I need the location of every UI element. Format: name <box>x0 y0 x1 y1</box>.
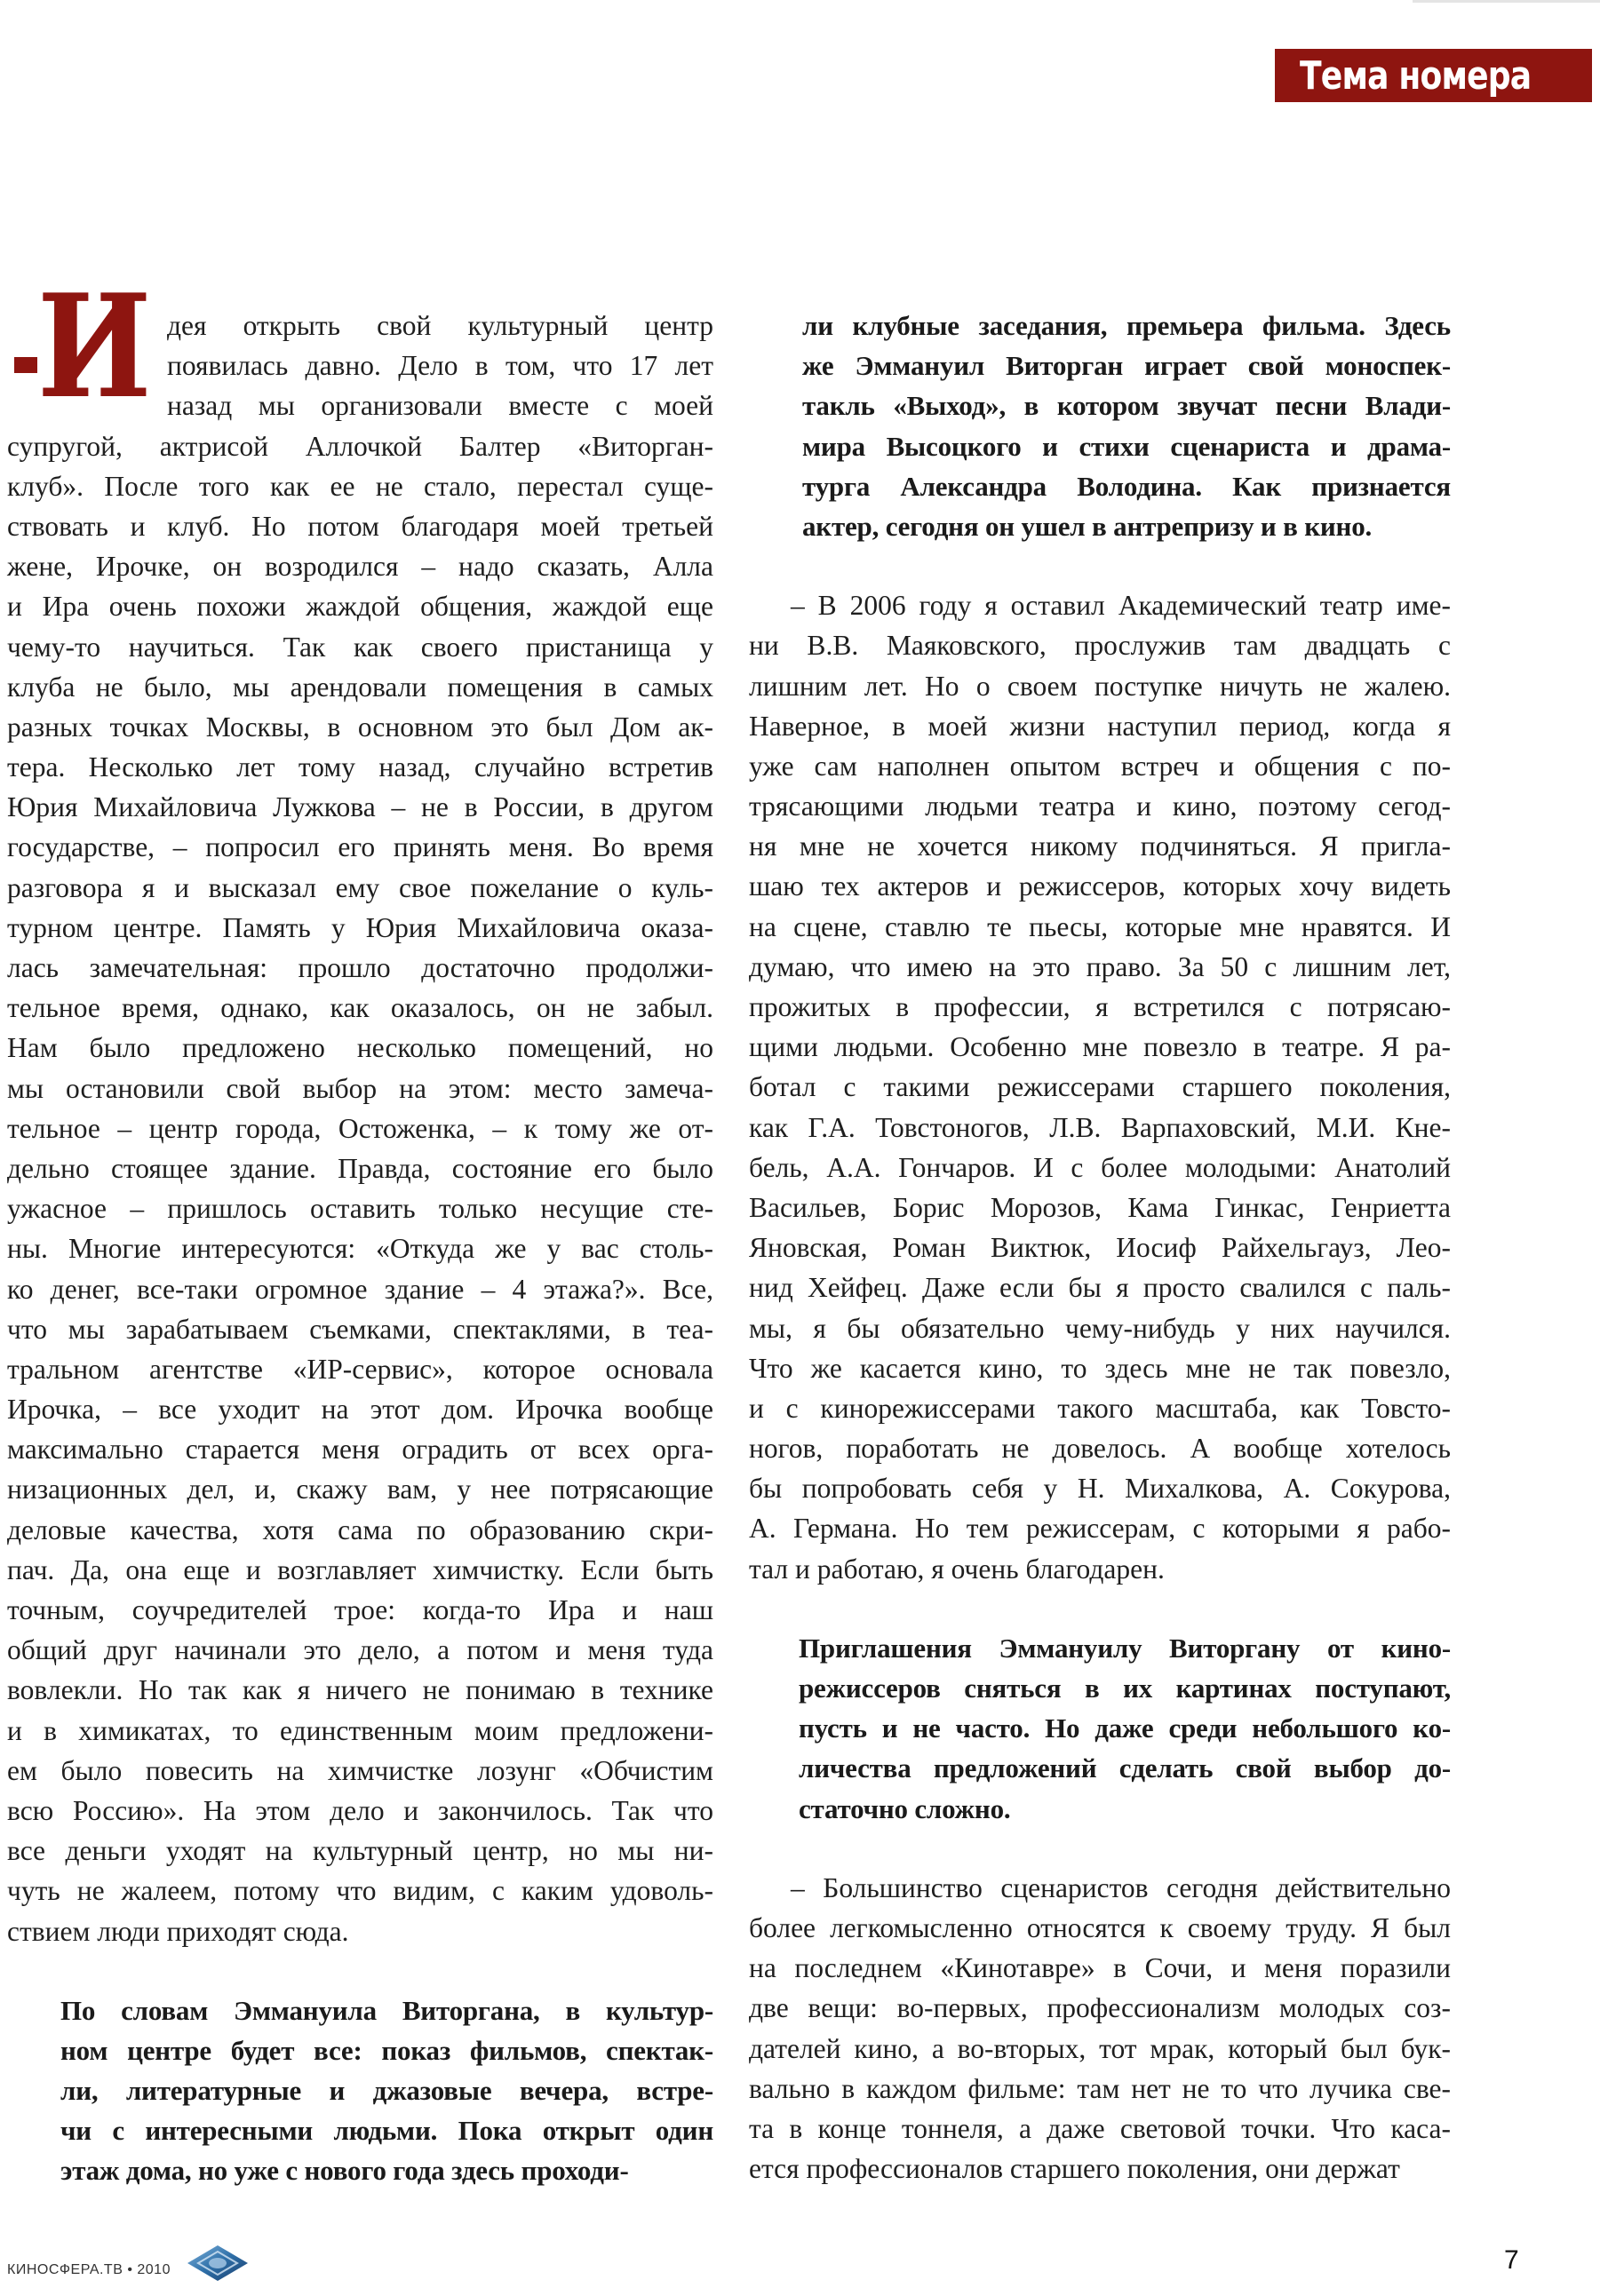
text-line: тера. Несколько лет тому назад, случайно встретив <box>7 751 713 783</box>
text-line: деловые качества, хотя сама по образованию скри- <box>7 1513 713 1545</box>
text-line: низационных дел, и, скажу вам, у нее потрясающие <box>7 1474 713 1506</box>
paragraph-2 <box>749 585 1451 1589</box>
text-line: же Эммануил Виторган играет свой моноспек- <box>802 350 1451 382</box>
text-line: – Большинство сценаристов сегодня действительно <box>791 1871 1451 1903</box>
text-line: прожитых в профессии, я встретился с потрясаю- <box>749 991 1451 1022</box>
text-line: и в химикатах, то единственным моим предложени- <box>7 1714 713 1746</box>
text-line: ем было повесить на химчистке лозунг «Обчистим <box>7 1754 713 1786</box>
text-line: на сцене, ставлю те пьесы, которые мне нравятся. И <box>749 910 1451 942</box>
text-line: чему-то научиться. Так как своего пристанища у <box>7 631 713 663</box>
text-line: По словам Эммануила Виторгана, в культур- <box>60 1994 713 2026</box>
text-line: тельное – центр города, Остоженка, – к тому же от- <box>7 1112 713 1144</box>
text-line: Ирочка, – все уходит на этот дом. Ирочка вообще <box>7 1394 713 1426</box>
text-line: на последнем «Кинотавре» в Сочи, и меня поразили <box>749 1952 1451 1984</box>
text-line: Что же касается кино, то здесь мне не так повезло, <box>749 1352 1451 1384</box>
right-column <box>749 306 1451 2189</box>
page-number: 7 <box>1504 2245 1519 2275</box>
publication-name: КИНОСФЕРА.ТВ • 2010 <box>7 2262 171 2277</box>
dropcap <box>14 263 152 430</box>
text-line: статочно сложно. <box>799 1792 1011 1824</box>
text-line: разговора я и высказал ему свое пожелание о куль- <box>7 871 713 903</box>
text-line: уже сам наполнен опытом встреч и общения с по- <box>749 750 1451 782</box>
text-line: все деньги уходят на культурный центр, но мы ни- <box>7 1835 713 1867</box>
text-line: вально в каждом фильме: там нет не то что лучика све- <box>749 2072 1451 2104</box>
text-line: чуть не жалеем, потому что видим, с каким удоволь- <box>7 1875 713 1907</box>
section-tag <box>1275 49 1592 102</box>
text-line: актер, сегодня он ушел в антрепризу и в кино. <box>802 510 1373 542</box>
text-line: пусть и не часто. Но даже среди небольшого ко- <box>799 1712 1451 1744</box>
text-line: ли, литературные и джазовые вечера, встре- <box>60 2075 713 2107</box>
text-line: мы остановили свой выбор на этом: место замеча- <box>7 1072 713 1104</box>
text-line: Васильев, Борис Морозов, Кама Гинкас, Генриетта <box>749 1191 1451 1223</box>
text-line: трясающими людьми театра и кино, поэтому сегод- <box>749 790 1451 822</box>
text-line: две вещи: во-первых, профессионализм молодых соз- <box>749 1992 1451 2024</box>
text-line: шаю тех актеров и режиссеров, которых хочу видеть <box>749 870 1451 902</box>
lead-paragraph-left <box>7 1990 713 2191</box>
text-line: ли клубные заседания, премьера фильма. Здесь <box>802 310 1451 341</box>
text-line: турном центре. Память у Юрия Михайловича оказа- <box>7 911 713 943</box>
text-line: Яновская, Роман Виктюк, Иосиф Райхельгауз, Лео- <box>749 1232 1451 1264</box>
text-line: жене, Ирочке, он возродился – надо сказать, Алла <box>7 551 713 583</box>
text-line: ствием люди приходят сюда. <box>7 1915 349 1947</box>
text-line: всю Россию». На этом дело и закончилось. Так что <box>7 1794 713 1826</box>
text-line: более легкомысленно относятся к своему труду. Я был <box>749 1911 1451 1943</box>
text-line: как Г.А. Товстоногов, Л.В. Варпаховский, М.И. Кне- <box>749 1111 1451 1143</box>
text-line: Наверное, в моей жизни наступил период, когда я <box>749 710 1451 742</box>
text-line: турга Александра Володина. Как признается <box>802 470 1451 502</box>
text-line: супругой, актрисой Аллочкой Балтер «Виторган- <box>7 430 713 462</box>
text-line: ны. Многие интересуются: «Откуда же у вас столь- <box>7 1233 713 1265</box>
text-line: появилась давно. Дело в том, что 17 лет <box>167 350 713 382</box>
text-line: ни В.В. Маяковского, прослужив там двадцать с <box>749 630 1451 662</box>
section-tag-label: Тема номера <box>1300 52 1532 99</box>
text-line: бель, А.А. Гончаров. И с более молодыми: Анатолий <box>749 1151 1451 1183</box>
paragraph-3 <box>749 1868 1451 2189</box>
dropcap-dash <box>14 357 37 373</box>
text-line: та в конце тоннеля, а даже световой точки. Что каса- <box>749 2112 1451 2144</box>
text-line: дельно стоящее здание. Правда, состояние его было <box>7 1152 713 1184</box>
text-line: личества предложений сделать свой выбор до- <box>799 1752 1451 1784</box>
text-line: пач. Да, она еще и возглавляет химчистку. Если быть <box>7 1553 713 1585</box>
text-line: ногов, поработать не довелось. А вообще хотелось <box>749 1433 1451 1465</box>
text-line: ствовать и клуб. Но потом благодаря моей третьей <box>7 510 713 542</box>
text-line: ется профессионалов старшего поколения, они держат <box>749 2153 1400 2185</box>
text-line: клуб». После того как ее не стало, перестал суще- <box>7 470 713 502</box>
text-line: лишним лет. Но о своем поступке ничуть не жалею. <box>749 670 1451 702</box>
text-line: ко денег, все-таки огромное здание – 4 этажа?». Все, <box>7 1273 713 1305</box>
text-line: А. Германа. Но тем режиссерам, с которыми я рабо- <box>749 1513 1451 1545</box>
text-line: мира Высоцкого и стихи сценариста и драма- <box>802 430 1451 462</box>
text-line: тал и работаю, я очень благодарен. <box>749 1553 1165 1585</box>
text-line: дателей кино, а во-вторых, тот мрак, который был бук- <box>749 2032 1451 2064</box>
text-line: ном центре будет все: показ фильмов, спектак- <box>60 2034 713 2066</box>
text-line: тельное время, однако, как оказалось, он не забыл. <box>7 992 713 1024</box>
text-line: ужасное – пришлось оставить только несущие сте- <box>7 1193 713 1225</box>
text-line: Юрия Михайловича Лужкова – не в России, в другом <box>7 791 713 823</box>
text-line: ня мне не хочется никому подчиняться. Я пригла- <box>749 830 1451 862</box>
text-line: – В 2006 году я оставил Академический театр име- <box>791 590 1451 622</box>
text-line: клуба не было, мы арендовали помещения в самых <box>7 671 713 703</box>
dropcap-letter: И <box>37 263 152 430</box>
text-line: чи с интересными людьми. Пока открыт один <box>60 2115 713 2147</box>
text-line: такль «Выход», в котором звучат песни Влади- <box>802 390 1451 422</box>
text-line: назад мы организовали вместе с моей <box>167 390 713 422</box>
text-line: щими людьми. Особенно мне повезло в театре. Я ра- <box>749 1031 1451 1063</box>
text-line: государстве, – попросил его принять меня. Во время <box>7 831 713 863</box>
text-line: режиссеров сняться в их картинах поступают, <box>799 1672 1451 1704</box>
text-line: нид Хейфец. Даже если бы я просто свалился с паль- <box>749 1272 1451 1304</box>
opening-paragraph <box>7 263 713 1951</box>
text-line: лась замечательная: прошло достаточно продолжи- <box>7 952 713 983</box>
text-line: вовлекли. Но так как я ничего не понимаю в технике <box>7 1674 713 1706</box>
text-line: что мы зарабатываем съемками, спектаклями, в теа- <box>7 1313 713 1345</box>
text-line: дея открыть свой культурный центр <box>167 310 713 341</box>
text-line: ботал с такими режиссерами старшего поколения, <box>749 1071 1451 1103</box>
text-line: Нам было предложено несколько помещений, но <box>7 1032 713 1064</box>
text-line: этаж дома, но уже с нового года здесь проходи- <box>60 2155 629 2187</box>
text-line: тральном агентстве «ИР-сервис», которое основала <box>7 1353 713 1385</box>
text-line: и с кинорежиссерами такого масштаба, как Товсто- <box>749 1392 1451 1424</box>
text-line: максимально старается меня оградить от всех орга- <box>7 1434 713 1466</box>
text-line: бы попробовать себя у Н. Михалкова, А. Сокурова, <box>749 1473 1451 1505</box>
text-line: общий друг начинали это дело, а потом и меня туда <box>7 1634 713 1666</box>
text-line: разных точках Москвы, в основном это был Дом ак- <box>7 711 713 743</box>
left-column <box>7 263 713 2191</box>
lead-paragraph-right-top <box>749 306 1451 546</box>
film-frame-logo-icon <box>182 2240 253 2284</box>
text-line: и Ира очень похожи жаждой общения, жаждой еще <box>7 591 713 623</box>
text-line: мы, я бы обязательно чему-нибудь у них научился. <box>749 1312 1451 1344</box>
text-line: думаю, что имею на это право. За 50 с лишним лет, <box>749 950 1451 982</box>
text-line: точным, соучредителей трое: когда-то Ира и наш <box>7 1594 713 1625</box>
lead-paragraph-right-mid <box>749 1628 1451 1829</box>
paragraph-1 <box>7 306 713 1951</box>
top-edge-line <box>1413 0 1600 3</box>
text-line: Приглашения Эммануилу Виторгану от кино- <box>799 1632 1451 1664</box>
